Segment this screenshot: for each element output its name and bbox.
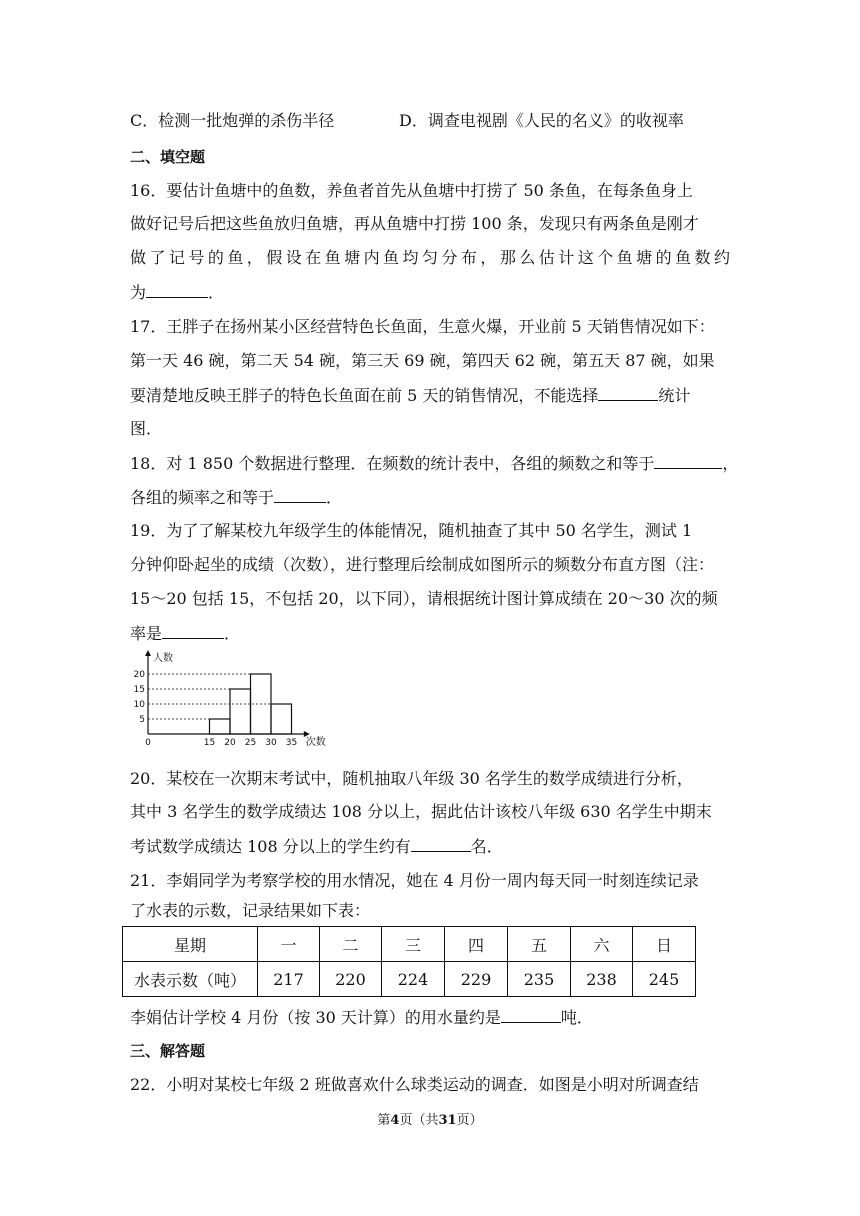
q19-line-1: 19．为了了解某校九年级学生的体能情况，随机抽查了其中 50 名学生，测试 1 [130,521,693,540]
table-cell: 235 [508,962,571,997]
q18-line-1: 18．对 1 850 个数据进行整理．在频数的统计表中，各组的频数之和等于 ， [130,454,739,473]
x-axis-title: 次数 [305,737,326,748]
y-tick-label: 15 [133,685,145,695]
y-tick-label: 20 [133,670,145,680]
table-cell: 水表示数（吨） [123,962,258,997]
table-header-cell: 星期 [123,927,258,962]
option-d: D．调查电视剧《人民的名义》的收视率 [399,111,684,130]
answer-blank [146,281,208,298]
q17-line-4: 图． [130,419,163,438]
q21-line-3: 李娟估计学校 4 月份（按 30 天计算）的用水量约是 吨． [130,1008,593,1027]
q17-line-2: 第一天 46 碗，第二天 54 碗，第三天 69 碗，第四天 62 碗，第五天 87 碗，如果 [130,351,715,370]
q18-line-2: 各组的频率之和等于 ． [130,488,343,507]
answer-blank [162,622,224,639]
water-meter-table [122,926,696,997]
histogram-bar [210,719,231,734]
q20-line-3: 考试数学成绩达 108 分以上的学生约有 名． [130,837,503,856]
table-header-cell: 四 [445,927,508,962]
q21-line-1: 21．李娟同学为考察学校的用水情况，她在 4 月份一周内每天同一时刻连续记录 [130,871,699,890]
q16-line-1: 16．要估计鱼塘中的鱼数，养鱼者首先从鱼塘中打捞了 50 条鱼，在每条鱼身上 [130,181,693,200]
q22-line-1: 22．小明对某校七年级 2 班做喜欢什么球类运动的调查．如图是小明对所调查结 [130,1075,699,1094]
table-cell: 217 [258,962,320,997]
q17-line-3: 要清楚地反映王胖子的特色长鱼面在前 5 天的销售情况，不能选择 统计 [130,386,691,405]
answer-blank [274,486,326,503]
table-cell: 220 [320,962,382,997]
q19-line-3: 15～20 包括 15，不包括 20，以下同），请根据统计图计算成绩在 20～30 次的频 [130,589,718,608]
q19-line-2: 分钟仰卧起坐的成绩（次数），进行整理后绘制成如图所示的频数分布直方图（注： [130,555,715,574]
total-pages: 31 [438,1113,457,1128]
table-cell: 229 [445,962,508,997]
table-row [123,927,696,962]
q17-line-1: 17．王胖子在扬州某小区经营特色长鱼面，生意火爆，开业前 5 天销售情况如下： [130,317,715,336]
y-axis-title: 人数 [153,653,173,664]
histogram-bar [271,704,292,734]
x-tick-label: 15 [203,738,216,748]
table-header-cell: 一 [258,927,320,962]
x-tick-label: 25 [244,738,257,748]
q20-line-1: 20．某校在一次期末考试中，随机抽取八年级 30 名学生的数学成绩进行分析， [130,769,693,788]
section-fill-in-heading: 二、填空题 [130,148,206,166]
y-tick-label: 5 [139,715,145,725]
current-page-number: 4 [390,1113,400,1128]
answer-blank [598,384,658,401]
answer-blank [501,1006,561,1023]
table-header-cell: 二 [320,927,382,962]
table-row [123,962,696,997]
histogram-bar [230,689,251,734]
answer-blank [654,452,722,469]
q21-line-2: 了水表的示数，记录结果如下表： [130,901,371,920]
table-header-cell: 五 [508,927,571,962]
x-tick-label: 20 [224,738,236,748]
x-tick-label: 30 [265,738,277,748]
table-cell: 238 [571,962,633,997]
q19-line-4: 率是 ． [130,624,241,643]
table-header-cell: 日 [633,927,696,962]
table-header-cell: 三 [382,927,445,962]
frequency-histogram [128,648,326,750]
q16-line-3: 做了记号的鱼，假设在鱼塘内鱼均匀分布，那么估计这个鱼塘的鱼数约 [130,248,730,267]
table-cell: 224 [382,962,445,997]
y-axis-arrow [145,650,151,656]
q20-line-2: 其中 3 名学生的数学成绩达 108 分以上，据此估计该校八年级 630 名学生中期末 [130,802,712,821]
section-answer-heading: 三、解答题 [130,1042,206,1060]
page-footer: 第4页（共31页） [377,1113,483,1128]
q16-line-4: 为 ． [130,283,225,302]
table-cell: 245 [633,962,696,997]
option-c: C．检测一批炮弹的杀伤半径 [130,111,335,130]
y-tick-label: 10 [133,700,145,710]
table-header-cell: 六 [571,927,633,962]
x-tick-label: 0 [145,738,151,748]
q16-line-2: 做好记号后把这些鱼放归鱼塘，再从鱼塘中打捞 100 条，发现只有两条鱼是刚才 [130,214,699,233]
answer-blank [411,835,471,852]
x-tick-label: 35 [285,738,298,748]
